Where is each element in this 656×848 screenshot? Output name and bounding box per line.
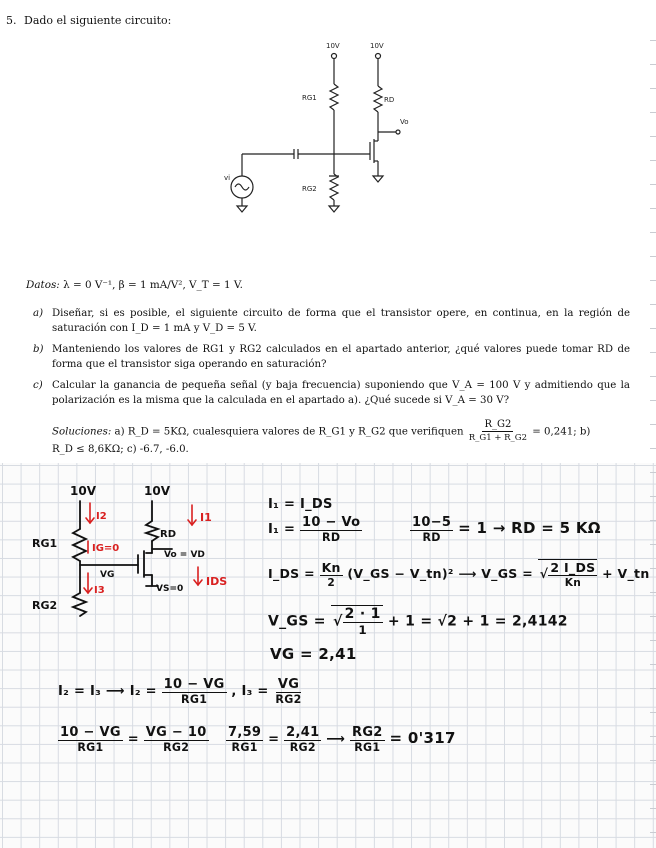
eq-i1-ids: I₁ = I_DS [268,497,333,512]
eq4-sqrt-num: 2 · 1 [344,606,381,622]
eq3-sqrt-den: Kn [564,576,582,589]
sketch-rg1: RG1 [32,537,58,550]
eq3-sqrt: √ $\frac{2 I\_DS}{Kn}$ [539,560,596,589]
eq7-frac2 [144,725,209,754]
circuit-vi-label: vi [224,174,231,182]
margin-tick [650,568,656,569]
eq-vg: VG = 2,41 [270,645,357,663]
eq6-frac2 [273,677,303,706]
sketch-rd: RD [160,529,177,540]
sketch-i2: I2 [96,511,107,522]
sketch-i1: I1 [200,511,212,524]
solutions-line-1 [52,418,590,445]
eq-vgs-value [268,605,568,637]
part-c [33,378,630,408]
sketch-v1: 10V [70,484,96,498]
eq4-sqrt-den: 1 [358,623,367,637]
sketch-i3: I3 [94,585,105,596]
eq7-eq: = [127,732,139,747]
margin-tick [650,640,656,641]
margin-tick [650,88,656,89]
eq3-mid: (V_GS − V_tn)² ⟶ V_GS = [347,566,534,581]
solutions-fraction [467,418,529,445]
margin-tick [650,208,656,209]
part-b-label: b) [33,344,44,355]
margin-tick [650,40,656,41]
part-c-text: Calcular la ganancia de pequeña señal (y baja frecuencia) suponiendo que V_A = 100 V y admitiendo que la polarización es la misma que la calculada en el apartado a). ¿Qué sucede si V_A = 30 V? [52,380,630,406]
margin-tick [650,736,656,737]
eq8-num2: 2,41 [286,725,320,740]
margin-tick [650,616,656,617]
margin-tick [650,544,656,545]
solutions-a: a) R_D = 5KΩ, cualesquiera valores de R_G1 y R_G2 que verifiquen [114,426,464,438]
eq-balance [58,725,209,754]
sketch-rg2: RG2 [32,599,58,612]
eq6-num1: 10 − VG [163,677,225,692]
sketch-vg: VG [100,570,115,580]
eq8-val: = 0'317 [389,729,456,747]
datos-values: λ = 0 V⁻¹, β = 1 mA/V², V_T = 1 V. [63,279,243,291]
margin-tick [650,784,656,785]
margin-tick [650,184,656,185]
margin-tick [650,472,656,473]
eq3-num: Kn [321,560,341,575]
circuit-diagram [220,36,420,226]
solutions-frac-den: R_G1 + R_G2 [468,433,528,443]
eq7-den1: RG1 [77,741,104,754]
part-a-label: a) [33,308,44,319]
eq2b-rhs: = 1 → RD = 5 KΩ [458,519,601,537]
eq6-num2: VG [277,677,300,692]
eq7-num2: VG − 10 [145,725,207,740]
notes-circuit-sketch [28,481,258,626]
eq8-frac3 [350,725,385,754]
eq7-frac1 [58,725,123,754]
margin-tick [650,832,656,833]
eq2-den: RD [322,531,341,544]
margin-tick [650,280,656,281]
eq4-rest: + 1 = √2 + 1 = 2,4142 [387,613,568,630]
margin-tick [650,136,656,137]
margin-tick [650,760,656,761]
margin-tick [650,400,656,401]
eq4-lhs: V_GS = [268,613,326,630]
margin-tick [650,712,656,713]
eq-i1-expression [268,515,362,544]
solutions-ratio: = 0,241; b) [532,426,591,438]
eq2b-num: 10−5 [412,515,452,530]
handwritten-notes-grid [0,463,656,848]
eq2-frac [300,515,362,544]
sketch-ids: IDS [206,575,228,588]
margin-tick [650,64,656,65]
eq6-frac1 [162,677,227,706]
eq-ids-square-law [268,559,650,589]
problem-heading: Dado el siguiente circuito: [24,14,172,27]
margin-tick [650,304,656,305]
margin-tick [650,688,656,689]
eq6-a: I₂ = I₃ ⟶ I₂ = [58,684,157,699]
eq-currents [58,677,304,706]
eq-ratio [226,725,456,754]
part-a-text: Diseñar, si es posible, el siguiente circuito de forma que el transistor opere, en continua, en la región de saturación con I_D = 1 mA y V_D = 5 V. [52,308,630,334]
eq8-eq: = [268,732,280,747]
eq8-den2: RG2 [289,741,316,754]
sketch-vs: VS=0 [156,584,184,594]
part-b [33,342,630,372]
margin-tick [650,112,656,113]
eq6-mid: , I₃ = [231,684,269,699]
datos-line [26,279,243,292]
margin-tick [650,496,656,497]
eq3-lhs: I_DS = [268,566,315,581]
margin-tick [650,160,656,161]
eq2-num: 10 − Vo [301,515,361,530]
part-a [33,306,630,336]
part-b-text: Manteniendo los valores de RG1 y RG2 calculados en el apartado anterior, ¿qué valores puede tomar RD de forma que el transistor siga operando en saturación? [52,344,630,370]
eq7-num1: 10 − VG [60,725,121,740]
eq8-num1: 7,59 [228,725,262,740]
margin-tick [650,424,656,425]
margin-tick [650,232,656,233]
circuit-vdd2-label: 10V [370,42,384,50]
circuit-vo-label: Vo [400,118,409,126]
sketch-vo-vd: Vo = VD [164,550,205,560]
eq2b-frac [410,515,453,544]
eq8-den1: RG1 [231,741,258,754]
margin-tick [650,520,656,521]
margin-tick [650,448,656,449]
eq8-arrow: ⟶ [326,732,346,747]
margin-tick [650,664,656,665]
right-margin-marks [648,0,656,848]
problem-number: 5. [6,14,17,27]
solutions-label: Soluciones: [52,426,112,438]
sketch-ig: IG=0 [92,543,120,554]
eq2-lhs: I₁ = [268,522,296,537]
eq3-frac [320,560,343,589]
circuit-vdd1-label: 10V [326,42,340,50]
margin-tick [650,256,656,257]
eq-rd-result [410,515,601,544]
margin-tick [650,808,656,809]
sketch-v2: 10V [144,484,170,498]
eq4-sqrt: √ $\frac{2 \cdot 1}{1}$ [333,606,381,637]
eq8-frac1 [226,725,263,754]
eq8-num3: RG2 [352,725,383,740]
margin-tick [650,352,656,353]
part-c-label: c) [33,380,43,391]
margin-tick [650,328,656,329]
margin-tick [650,376,656,377]
solutions-frac-num: R_G2 [484,419,512,430]
margin-tick [650,592,656,593]
eq3-den: 2 [327,576,335,589]
circuit-rg2-label: RG2 [302,185,317,193]
circuit-rd-label: RD [384,96,395,104]
eq7-den2: RG2 [163,741,190,754]
eq2b-den: RD [422,531,441,544]
circuit-rg1-label: RG1 [302,94,317,102]
solutions-line-2: R_D ≤ 8,6KΩ; c) -6.7, -6.0. [52,444,189,455]
eq8-frac2 [284,725,321,754]
eq8-den3: RG1 [354,741,381,754]
eq3-sqrt-num: 2 I_DS [550,560,596,575]
eq6-den1: RG1 [181,693,208,706]
eq6-den2: RG2 [275,693,302,706]
eq3-tail: + V_tn [602,566,650,581]
datos-label: Datos: [26,279,60,291]
